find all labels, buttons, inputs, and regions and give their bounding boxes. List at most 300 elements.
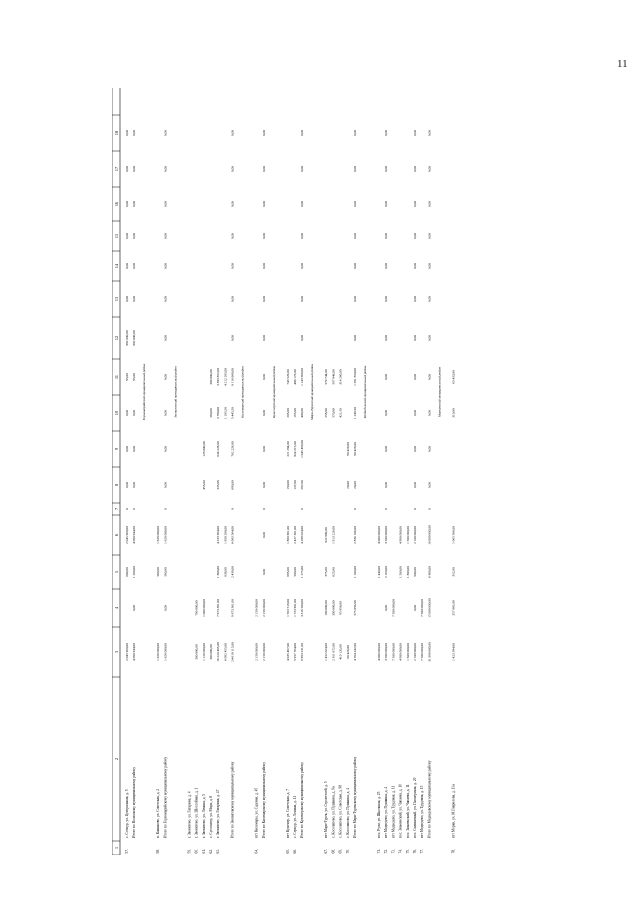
district-heading: Моркинский муниципальный район: [437, 366, 442, 418]
table-cell: 0,00: [413, 201, 417, 207]
table-cell: 0,00: [125, 201, 129, 207]
table-cell: 1 291 850,00: [353, 368, 357, 386]
row-number: 64.: [254, 849, 259, 854]
table-cell: 1 143 699,00: [300, 368, 305, 386]
table-cell: 7 500 000,00: [420, 599, 425, 617]
row-number: 60.: [194, 849, 199, 854]
table-cell: 3 383 852,00: [216, 368, 221, 386]
row-name: пгт Медведево, ул. Трудовая, д. 15: [420, 785, 425, 838]
table-cell: 0,00: [413, 296, 417, 302]
row-number: 73.: [391, 849, 396, 854]
row-name: с. Суслонгер, ул. Мира, д. 8: [209, 795, 213, 838]
table-cell: 0,00: [427, 446, 432, 452]
row-number: 63.: [216, 849, 221, 854]
table-cell: 287,00: [300, 480, 305, 490]
table-cell: 9 993 231,00: [300, 643, 305, 661]
table-cell: 400,00: [300, 408, 305, 418]
table-cell: 9 673 361,00: [230, 599, 235, 617]
page-number: 11: [617, 58, 628, 70]
row-name: с. Косолапово, ул. Пушкина, д. 9а: [331, 786, 336, 838]
table-cell: 0,00: [353, 130, 357, 136]
table-cell: 0,00: [261, 130, 266, 136]
table-cell: 1 800,00: [216, 566, 221, 578]
table-cell: 1 200,00: [132, 566, 137, 578]
subtotal-label: Итого по Волжскому муниципальному району: [132, 766, 137, 838]
rotated-table-sheet: [112, 88, 617, 855]
table-cell: 0,00: [163, 410, 168, 416]
table-cell: 0,00: [384, 410, 389, 416]
table-cell: 2 150 000,00: [254, 599, 259, 617]
table-cell: 0,00: [230, 201, 235, 207]
table-cell: 2 150 000,00: [261, 599, 266, 617]
subtotal-label: Итого по Звениговскому муниципальному району: [230, 761, 235, 838]
column-header: 8: [114, 483, 119, 487]
table-cell: 221 284,00: [285, 441, 290, 457]
table-cell: 1 628 000,00: [156, 643, 161, 661]
row-number: 74.: [398, 849, 403, 854]
table-cell: 0,00: [125, 296, 129, 302]
table-cell: 4 900 000,00: [398, 526, 403, 544]
table-cell: 2 811 072,00: [331, 643, 336, 661]
table-cell: 0,00: [427, 130, 432, 136]
table-cell: 0,00: [353, 296, 357, 302]
table-cell: 0,00: [384, 201, 389, 207]
table-cell: 1 860 661,00: [285, 526, 290, 544]
table-cell: 3 316 500,00: [300, 599, 305, 617]
table-cell: 700 000,00: [194, 600, 199, 616]
row-number: 57.: [125, 849, 129, 854]
table-cell: 0: [163, 508, 168, 510]
table-cell: 0,00: [427, 335, 432, 341]
table-cell: 128 000,00: [201, 441, 206, 457]
table-cell: 570,00: [331, 408, 336, 418]
subtotal-label: Итого по Куженерскому муниципальному району: [300, 762, 305, 838]
table-cell: 743 526,00: [285, 369, 290, 385]
table-cell: 0: [261, 508, 266, 510]
table-cell: 1 045 499,00: [300, 440, 305, 458]
table-cell: 4 035 467,00: [285, 643, 290, 661]
row-name: пос. Знаменский, ул. Чапаева, д. 10: [398, 784, 403, 838]
subtotal-label: Итого по Килемарскому муниципальному району: [261, 761, 266, 838]
table-body: [112, 88, 456, 855]
table-cell: 0,00: [163, 233, 168, 239]
row-number: 68.: [331, 849, 336, 854]
table-cell: 0,00: [427, 482, 432, 488]
table-cell: 579 744,00: [324, 369, 329, 385]
district-heading: Куженерский муниципальный район: [271, 365, 276, 419]
table-cell: 590,00: [293, 567, 297, 577]
row-number: 77.: [420, 849, 425, 854]
table-cell: 4 000 000,00: [377, 643, 381, 661]
table-cell: 1 249,50: [353, 407, 357, 419]
row-number: 67.: [324, 849, 329, 854]
table-cell: 2 438,00: [230, 566, 235, 578]
table-cell: 4 764 242,00: [353, 643, 357, 661]
table-cell: 0,00: [300, 166, 305, 172]
table-cell: 690,00: [230, 480, 235, 490]
table-cell: 0,00: [125, 410, 129, 416]
table-cell: 638,00: [223, 567, 228, 577]
row-number: 70.: [345, 849, 350, 854]
table-cell: 0,00: [384, 446, 389, 452]
table-cell: 1 628 000,00: [163, 526, 168, 544]
row-number: 71.: [377, 849, 381, 854]
table-cell: 375,00: [324, 567, 329, 577]
table-cell: 1 500,00: [398, 566, 403, 578]
table-cell: 560,00: [163, 567, 168, 577]
column-header: 2: [114, 757, 119, 761]
table-cell: 0,00: [261, 296, 266, 302]
table-cell: 0,00: [261, 569, 266, 575]
table-cell: 0,00: [427, 233, 432, 239]
table-cell: 0,00: [163, 335, 168, 341]
column-header: 10: [114, 410, 119, 416]
table-cell: 824 215,00: [293, 441, 297, 457]
row-name: пос. Знаменский, ул. Чапаева, д. 11: [405, 784, 410, 838]
row-name: пгт Килемары, ул. Садовая, д. 45: [254, 787, 259, 838]
table-cell: 150,00: [285, 480, 290, 490]
row-name: с. Сотнур, ул. Центральная, д. 5: [125, 789, 129, 838]
table-cell: 1 723 981,00: [293, 599, 297, 617]
table-cell: 0,00: [384, 296, 389, 302]
table-cell: 560,00: [156, 567, 161, 577]
table-cell: 20,00: [345, 481, 350, 489]
district-heading: Мари-Турекский муниципальный район: [310, 363, 315, 421]
table-cell: 16 000 000,00: [427, 525, 432, 545]
table-cell: 4 090 944,00: [132, 526, 137, 544]
column-header: 7: [114, 507, 119, 511]
column-header: 3: [114, 650, 119, 654]
table-cell: 1 100,00: [353, 566, 357, 578]
table-cell: 0,00: [163, 263, 168, 269]
table-cell: 2 045 960,00: [125, 643, 129, 661]
table-cell: 0,00: [125, 233, 129, 239]
table-cell: 0,00: [163, 201, 168, 207]
table-cell: 300 000,00: [209, 369, 213, 385]
table-cell: 0: [353, 508, 357, 510]
row-name: с. Сернур, ул. Ленина, д. 11: [293, 795, 297, 838]
table-cell: 625,00: [331, 567, 336, 577]
table-cell: 0,00: [384, 482, 389, 488]
table-cell: 2 150 000,00: [254, 643, 259, 661]
table-cell: 0,00: [300, 130, 305, 136]
table-cell: 85,00: [125, 373, 129, 381]
table-cell: 90 426,00: [353, 442, 357, 456]
row-name: п. Кашаново, ул. Советская, д. 2: [156, 788, 161, 838]
table-cell: 90 426,00: [345, 645, 350, 659]
row-name: пгт Морки, ул. М.Гаврилова, д. 13а: [451, 784, 456, 838]
column-header: 12: [114, 335, 119, 341]
table-cell: 0,00: [413, 130, 417, 136]
table-cell: 4 212 205,00: [223, 368, 228, 386]
table-cell: 0,00: [230, 263, 235, 269]
table-cell: 600,00: [125, 567, 129, 577]
table-cell: 0,00: [427, 166, 432, 172]
table-cell: 762 228,00: [230, 441, 235, 457]
table-cell: 205,00: [285, 408, 290, 418]
table-cell: 1 440,00: [377, 566, 381, 578]
subtotal-label: Итого по Мари-Турекскому муниципальному району: [353, 756, 357, 838]
table-cell: 7 500 000,00: [420, 643, 425, 661]
district-heading: Медведевский муниципальный район: [363, 365, 367, 419]
table-cell: 1 628 000,00: [156, 526, 161, 544]
table-cell: 0,00: [261, 201, 266, 207]
column-header: 17: [114, 166, 119, 172]
table-cell: 0,00: [163, 166, 168, 172]
table-cell: 0,00: [163, 296, 168, 302]
table-cell: 6 800,00: [427, 566, 432, 578]
row-name: г. Звенигово, ул. Гагарина, д. 4: [187, 791, 192, 838]
table-cell: 1 452 024,00: [324, 643, 329, 661]
table-cell: 300 000,00: [209, 644, 213, 660]
column-header: 5: [114, 570, 119, 574]
table-cell: 335,00: [216, 480, 221, 490]
table-cell: 0,00: [353, 335, 357, 341]
table-cell: 455,00: [201, 480, 206, 490]
table-cell: 7 973 361,00: [216, 599, 221, 617]
table-cell: 0,00: [353, 166, 357, 172]
row-number: 72.: [384, 849, 389, 854]
table-cell: 421,50: [338, 408, 343, 418]
table-cell: 0,00: [384, 233, 389, 239]
table-cell: 5 957 764,00: [293, 643, 297, 661]
column-header: 13: [114, 296, 119, 302]
row-name: с. Косолапово, ул. Советская, д. 98: [338, 784, 343, 838]
row-name: с. Косолапово, ул. Пушкина, д. 4: [345, 788, 350, 838]
table-cell: 0,00: [413, 166, 417, 172]
table-cell: 1 500 000,00: [405, 643, 410, 661]
table-cell: 4 090 944,00: [132, 643, 137, 661]
table-cell: 1 593 519,00: [285, 599, 290, 617]
table-cell: 0,00: [261, 532, 266, 538]
table-cell: 352,00: [451, 567, 456, 577]
table-cell: 0,00: [230, 296, 235, 302]
row-number: 76.: [413, 849, 417, 854]
table-cell: 300 000,00: [331, 600, 336, 616]
table-cell: 0,00: [427, 374, 432, 380]
table-cell: 1 850 200,00: [223, 526, 228, 544]
column-header: 14: [114, 263, 119, 269]
table-cell: 5 445,50: [230, 407, 235, 419]
table-cell: 0: [132, 508, 137, 510]
row-name: г. Звенигово, ул. Ленина, д. 5: [201, 793, 206, 838]
table-cell: 0,00: [230, 130, 235, 136]
table-cell: 0,00: [261, 446, 266, 452]
table-cell: 0,00: [230, 233, 235, 239]
table-cell: 258,00: [324, 408, 329, 418]
table-cell: 20,00: [353, 481, 357, 489]
table-cell: 0,00: [353, 233, 357, 239]
column-header: 9: [114, 447, 119, 451]
table-cell: 3 500 000,00: [384, 526, 389, 544]
row-name: пос. Руэм, ул. Школьная, д. 25: [377, 791, 381, 838]
table-cell: 2 160,00: [384, 566, 389, 578]
row-number: 66.: [293, 849, 297, 854]
table-cell: 1 628 000,00: [163, 643, 168, 661]
table-cell: 410 120,00: [338, 644, 343, 660]
table-cell: 4 000 000,00: [377, 526, 381, 544]
table-cell: 0,00: [384, 335, 389, 341]
table-cell: 15 000 000,00: [427, 598, 432, 618]
table-cell: 0,00: [413, 482, 417, 488]
column-header: 15: [114, 233, 119, 239]
table-cell: 2 150 000,00: [261, 643, 266, 661]
table-cell: 0: [125, 508, 129, 510]
row-number: 62.: [209, 849, 213, 854]
table-cell: 0,00: [353, 201, 357, 207]
table-cell: 0,00: [353, 263, 357, 269]
table-cell: 634 228,00: [216, 441, 221, 457]
table-cell: 3 500 000,00: [384, 643, 389, 661]
district-heading: Звениговский муниципальный район: [173, 366, 178, 418]
table-cell: 314 260,00: [338, 369, 343, 385]
table-cell: 31 000 000,00: [427, 642, 432, 662]
table-cell: 16 224 465,00: [216, 642, 221, 662]
table-cell: 0: [300, 508, 305, 510]
table-cell: 2 045 960,00: [125, 526, 129, 544]
table-cell: 0,00: [125, 130, 129, 136]
table-cell: 0,00: [132, 482, 137, 488]
table-cell: 0,00: [132, 605, 137, 611]
table-cell: 85,00: [132, 373, 137, 381]
table-cell: 560,00: [209, 408, 213, 418]
table-cell: 4 233 364,00: [216, 526, 221, 544]
column-header: 16: [114, 201, 119, 207]
table-cell: 0,00: [261, 482, 266, 488]
table-cell: 0,00: [132, 263, 137, 269]
table-cell: 95 856,00: [338, 601, 343, 615]
table-cell: 0,00: [230, 335, 235, 341]
table-cell: 0: [427, 508, 432, 510]
row-number: 58.: [156, 849, 161, 854]
table-cell: 0,00: [384, 263, 389, 269]
table-cell: 300 000,00: [194, 644, 199, 660]
table-cell: 0,00: [261, 233, 266, 239]
table-cell: 0,00: [413, 374, 417, 380]
table-cell: 0,00: [163, 374, 168, 380]
table-cell: 900,00: [413, 567, 417, 577]
table-cell: 357 865,00: [451, 600, 456, 616]
table-cell: 7 500 000,00: [391, 599, 396, 617]
table-cell: 0,00: [384, 166, 389, 172]
table-cell: 6 083 564,00: [230, 526, 235, 544]
table-cell: 0,00: [125, 446, 129, 452]
table-cell: 0,00: [427, 410, 432, 416]
table-cell: 90 426,00: [345, 442, 350, 456]
column-header: 1: [114, 846, 119, 850]
row-name: пгт Куженер, ул. Советская, д. 7: [285, 789, 290, 838]
table-cell: 0,00: [413, 233, 417, 239]
row-number: 59.: [187, 849, 192, 854]
table-cell: 400 173,00: [293, 369, 297, 385]
table-cell: 575 856,00: [353, 600, 357, 616]
table-cell: 685,00: [285, 567, 290, 577]
table-cell: 0,00: [261, 263, 266, 269]
table-cell: 2 836 106,00: [353, 526, 357, 544]
table-cell: 0,00: [132, 410, 137, 416]
table-cell: 0,00: [125, 482, 129, 488]
table-cell: 0,00: [132, 201, 137, 207]
table-cell: 2 427 361,00: [293, 526, 297, 544]
table-cell: 310,00: [451, 408, 456, 418]
table-cell: 1 423 384,00: [451, 643, 456, 661]
row-name: пгт Мари-Турек, ул. Строителей, д. 5: [324, 781, 329, 838]
table-cell: 1 000 000,00: [201, 599, 206, 617]
table-cell: 0,00: [132, 296, 137, 302]
table-cell: 1 500 000,00: [405, 526, 410, 544]
table-cell: 0,00: [261, 410, 266, 416]
table-cell: 0,00: [132, 130, 137, 136]
table-cell: 3 780,00: [216, 407, 221, 419]
table-cell: 0,00: [163, 446, 168, 452]
table-cell: 0,00: [300, 233, 305, 239]
table-cell: 8 116 068,00: [230, 368, 235, 386]
table-cell: 2 100 000,00: [413, 526, 417, 544]
row-name: пос. Силикатный, ул. Пионерская, д. 20: [413, 777, 417, 838]
table-cell: 0,00: [300, 335, 305, 341]
table-cell: 0,00: [261, 374, 266, 380]
column-header: 18: [114, 130, 119, 136]
table-cell: 1 065 566,00: [451, 526, 456, 544]
table-cell: 0,00: [230, 166, 235, 172]
row-name: г. Звенигово, ул. Шоссейная, д. 1: [194, 787, 199, 838]
column-header: 6: [114, 533, 119, 537]
row-name: г. Звенигово, ул. Гагарина, д. 47: [216, 789, 221, 838]
table-cell: 0,00: [163, 482, 168, 488]
table-cell: 0,00: [384, 605, 389, 611]
table-cell: 0: [384, 508, 389, 510]
table-cell: 922 880,00: [324, 527, 329, 543]
row-number: 69.: [338, 849, 343, 854]
row-number: 75.: [405, 849, 410, 854]
row-name: пгт Медведево, ул. Пушкина, д. 4: [384, 786, 389, 838]
table-cell: 1 913 226,00: [331, 526, 336, 544]
subtotal-label: Итого по Горномарийскому муниципальному району: [163, 756, 168, 838]
table-cell: 0,00: [132, 166, 137, 172]
table-cell: 0,00: [413, 335, 417, 341]
table-cell: 0,00: [384, 374, 389, 380]
table-cell: 0,00: [300, 263, 305, 269]
table-cell: 1 105,50: [223, 407, 228, 419]
table-cell: 0,00: [300, 201, 305, 207]
table-cell: 63 433,00: [451, 370, 456, 384]
table-cell: 180 000,00: [324, 600, 329, 616]
table-cell: 0: [413, 508, 417, 510]
row-number: 78.: [451, 849, 456, 854]
column-header: 4: [114, 606, 119, 610]
table-cell: 137,00: [293, 480, 297, 490]
row-number: 65.: [285, 849, 290, 854]
district-heading: Горномарийский муниципальный район: [142, 363, 147, 421]
table-cell: 1 120 000,00: [201, 643, 206, 661]
table-cell: 0,00: [413, 410, 417, 416]
table-cell: 195,00: [293, 408, 297, 418]
table-cell: 0,00: [413, 263, 417, 269]
row-number: 61.: [201, 849, 206, 854]
table-cell: 0,00: [163, 605, 168, 611]
table-cell: 0,00: [427, 296, 432, 302]
table-cell: 1 800,00: [405, 566, 410, 578]
table-cell: 7 500 000,00: [391, 643, 396, 661]
table-cell: 597 846,00: [331, 369, 336, 385]
table-cell: 1 275,00: [300, 566, 305, 578]
table-cell: 0,00: [163, 130, 168, 136]
table-cell: 0,00: [125, 166, 129, 172]
table-cell: 882 000,00: [125, 330, 129, 346]
district-heading: Килемарский муниципальный район: [240, 366, 245, 418]
table-cell: 0,00: [427, 201, 432, 207]
table-cell: 0,00: [125, 263, 129, 269]
